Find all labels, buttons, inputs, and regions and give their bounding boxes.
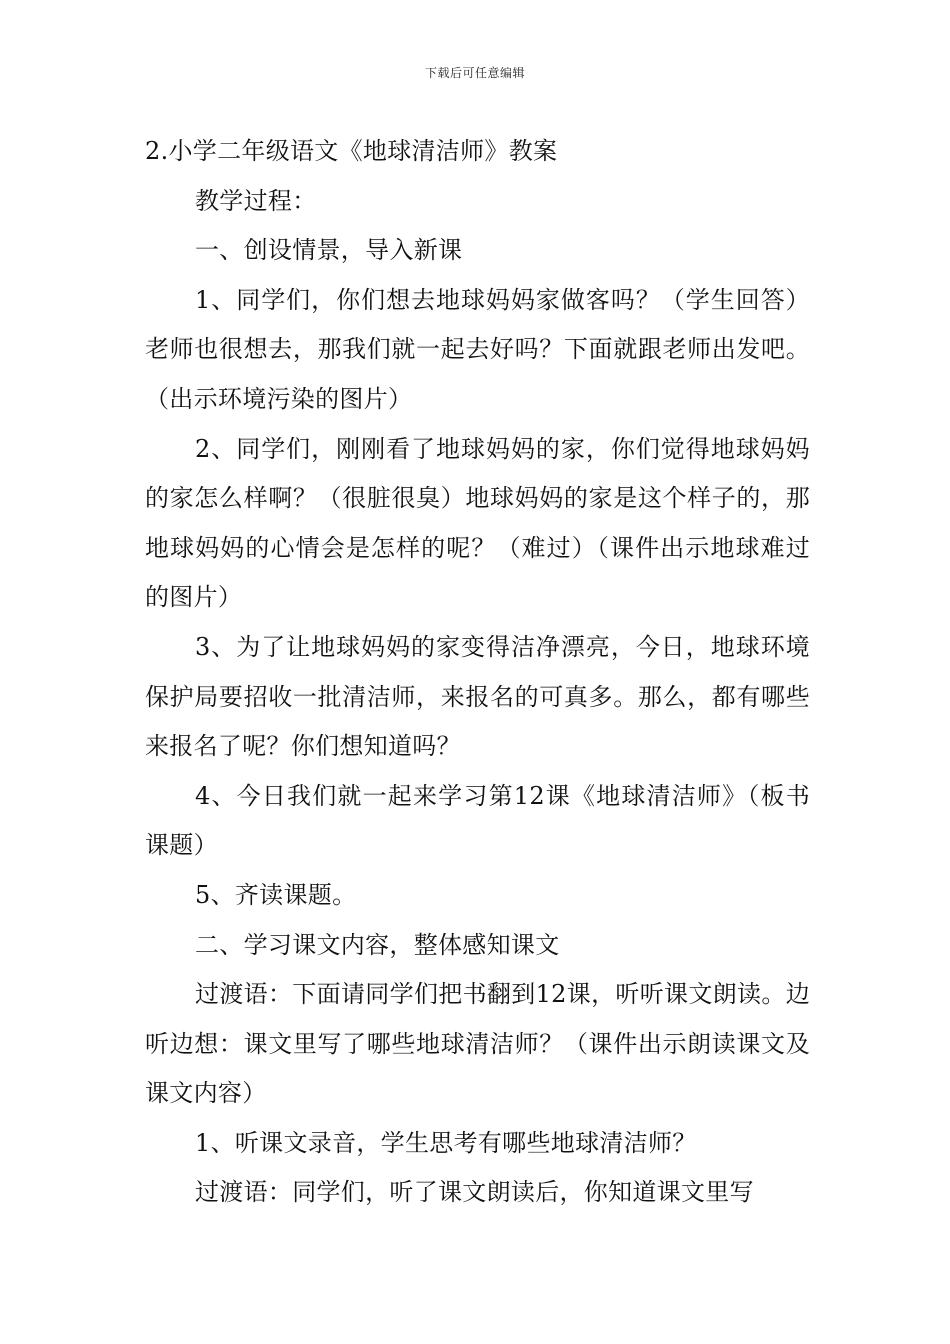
paragraph-5: 3、为了让地球妈妈的家变得洁净漂亮，今日，地球环境保护局要招收一批清洁师，来报名的可真多。那么，都有哪些来报名了呢？你们想知道吗？: [145, 632, 810, 761]
paragraph-8: 二、学习课文内容，整体感知课文: [195, 930, 560, 959]
document-title: 2.小学二年级语文《地球清洁师》教案: [145, 137, 558, 165]
paragraph-4: 2、同学们，刚刚看了地球妈妈的家，你们觉得地球妈妈的家怎么样啊？（很脏很臭）地球妈妈的家是这个样子的，那地球妈妈的心情会是怎样的呢？（难过）（课件出示地球难过的图片）: [145, 434, 810, 612]
document-body: [145, 127, 810, 1218]
paragraph-10: 1、听课文录音，学生思考有哪些地球清洁师？: [195, 1128, 697, 1157]
paragraph-3: 1、同学们，你们想去地球妈妈家做客吗？（学生回答）老师也很想去，那我们就一起去好吗？下面就跟老师出发吧。（出示环境污染的图片）: [145, 285, 810, 413]
paragraph-11: 过渡语：同学们，听了课文朗读后，你知道课文里写: [195, 1178, 754, 1207]
paragraph-9: 过渡语：下面请同学们把书翻到12课，听听课文朗读。边听边想：课文里写了哪些地球清洁师？（课件出示朗读课文及课文内容）: [145, 980, 810, 1108]
page-header: 下载后可任意编辑: [424, 66, 525, 80]
paragraph-2: 一、创设情景，导入新课: [195, 236, 463, 265]
paragraph-6: 4、今日我们就一起来学习第12课《地球清洁师》（板书课题）: [145, 781, 810, 860]
paragraph-1: 教学过程：: [195, 186, 317, 215]
paragraph-7: 5、齐读课题。: [195, 880, 357, 909]
